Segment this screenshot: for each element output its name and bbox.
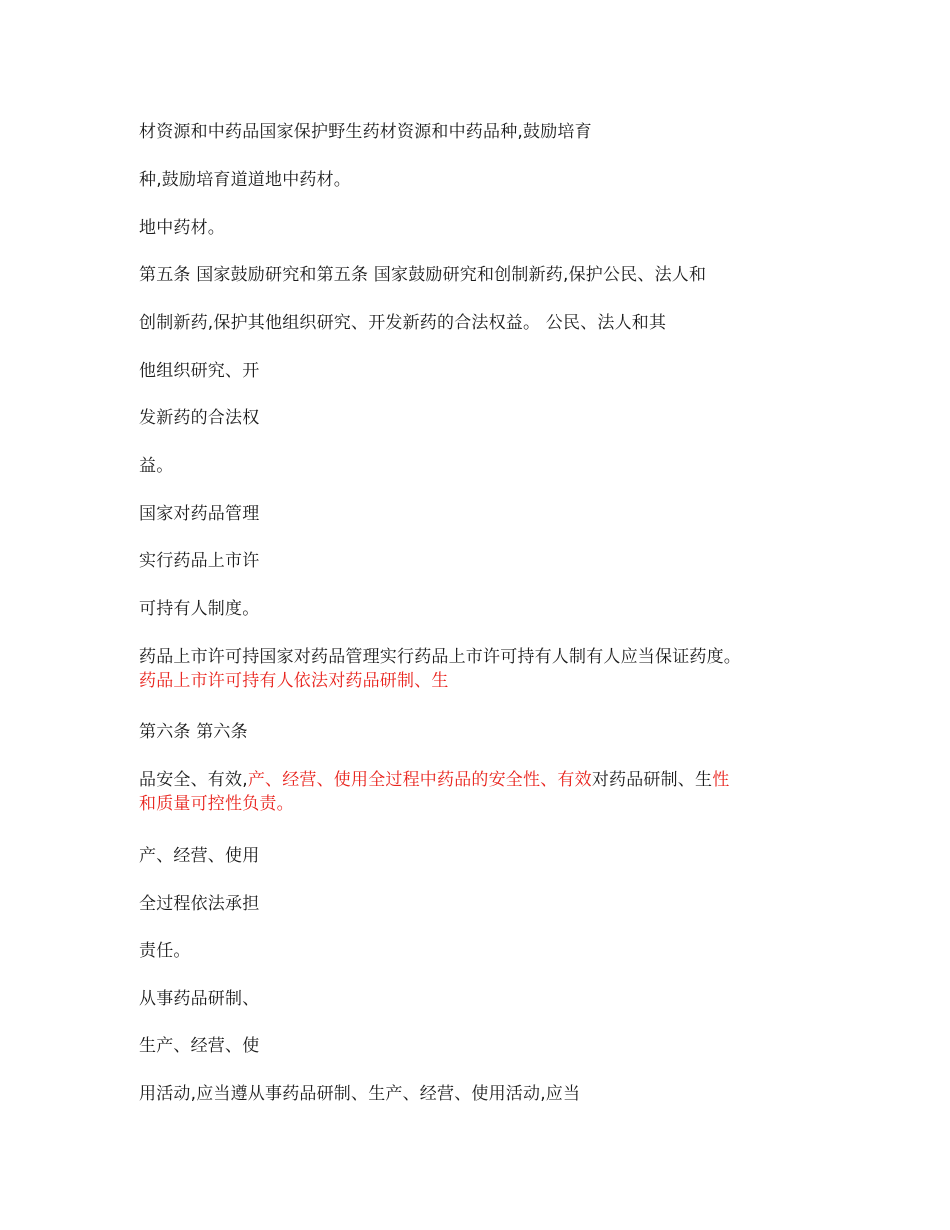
text-line: 产、经营、使用 — [139, 846, 260, 866]
text-segment: 品安全、有效, — [139, 770, 248, 790]
text-line: 地中药材。 — [139, 218, 225, 238]
text-segment: 对药品研制、生 — [591, 770, 713, 790]
text-line: 责任。 — [139, 941, 191, 961]
text-line: 可持有人制度。 — [139, 599, 260, 619]
paragraph-line: 药品上市许可持国家对药品管理实行药品上市许可持有人制有人应当保证药度。 — [139, 647, 741, 667]
text-line: 发新药的合法权 — [139, 408, 260, 428]
text-line: 生产、经营、使 — [139, 1036, 260, 1056]
paragraph-safety — [139, 768, 809, 816]
text-line: 国家对药品管理 — [139, 504, 260, 524]
paragraph-license-holder — [139, 645, 809, 693]
text-line: 他组织研究、开 — [139, 361, 260, 381]
text-line: 用活动,应当遵从事药品研制、生产、经营、使用活动,应当 — [139, 1084, 581, 1104]
text-line: 创制新药,保护其他组织研究、开发新药的合法权益。 公民、法人和其 — [139, 313, 667, 333]
highlighted-line: 药品上市许可持有人依法对药品研制、生 — [139, 671, 449, 691]
highlighted-segment: 产、经营、使用全过程中药品的安全性、有效 — [247, 770, 592, 790]
text-line: 从事药品研制、 — [139, 989, 260, 1009]
text-line: 种,鼓励培育道道地中药材。 — [139, 170, 352, 190]
text-line: 材资源和中药品国家保护野生药材资源和中药品种,鼓励培育 — [139, 122, 592, 142]
text-line: 益。 — [139, 456, 174, 476]
text-line: 全过程依法承担 — [139, 894, 260, 914]
highlighted-line: 和质量可控性负责。 — [139, 794, 294, 814]
highlighted-segment: 性 — [712, 770, 730, 790]
article-5-line: 第五条 国家鼓励研究和第五条 国家鼓励研究和创制新药,保护公民、法人和 — [139, 265, 707, 285]
paragraph-line — [139, 768, 809, 792]
article-6-heading: 第六条 第六条 — [139, 722, 248, 742]
text-line: 实行药品上市许 — [139, 551, 260, 571]
